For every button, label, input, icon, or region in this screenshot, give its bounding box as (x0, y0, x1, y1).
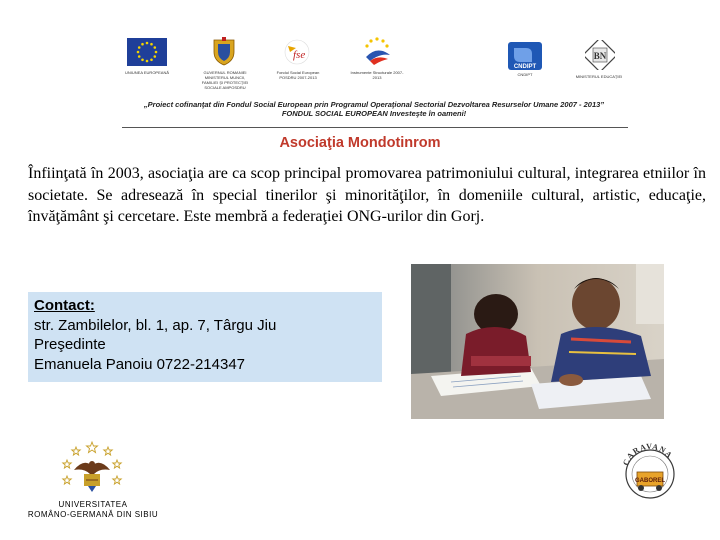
ministry-education-caption: MINISTERUL EDUCAŢIEI (575, 74, 623, 79)
svg-text:fse: fse (293, 49, 306, 61)
university-logo (60, 440, 124, 503)
fse-logo (282, 38, 312, 71)
university-line-2: ROMÂNO-GERMANĂ DIN SIBIU (27, 510, 159, 519)
cndipt-caption: CNDIPT (517, 72, 533, 77)
cndipt-label: CNDIPT (513, 64, 537, 70)
caravana-text: CARAVANA (621, 442, 675, 467)
contact-role: Preşedinte (34, 336, 106, 353)
government-crest-caption: GUVERNUL ROMANIEI MINISTERUL MUNCII, FAMILIEI ŞI PROTECŢIEI SOCIALE AMPOSDRU (201, 70, 249, 90)
classroom-photo (411, 264, 664, 419)
contact-label: Contact: (34, 297, 95, 314)
instrumente-structurale-logo (360, 35, 394, 74)
project-tagline (110, 100, 638, 118)
tagline-line-2: FONDUL SOCIAL EUROPEAN Investeşte în oameni! (281, 109, 467, 118)
government-crest-logo (212, 36, 236, 71)
university-caption (18, 500, 168, 520)
contact-box (28, 292, 382, 382)
instrumente-structurale-caption: Instrumente Structurale 2007-2013 (350, 70, 404, 80)
contact-person-phone: Emanuela Panoiu 0722-214347 (34, 355, 246, 373)
eu-flag-caption: UNIUNEA EUROPEANĂ (124, 70, 169, 75)
page-title: Asociaţia Mondotinrom (279, 135, 441, 151)
caravana-gaborel-logo (615, 442, 685, 507)
cndipt-logo (508, 42, 542, 75)
description-paragraph: Înfiinţată în 2003, asociaţia are ca scop principal promovarea patrimoniului cultural, integrarea etniilor în societate. Se adresează în special tinerilor şi minorităţilor, în domeniile cultural, artistic, educaţie, învăţământ şi cercetare. Este membră a federaţiei ONG-urilor din Gorj. (28, 165, 706, 225)
university-line-1: UNIVERSITATEA (58, 500, 128, 509)
header-divider (122, 127, 628, 128)
tagline-line-1: „Proiect cofinanţat din Fondul Social European prin Programul Operaţional Sectorial Dezvoltarea Resurselor Umane 2007 - 2013” (143, 100, 605, 109)
svg-text:BN: BN (593, 51, 607, 61)
contact-address: str. Zambilelor, bl. 1, ap. 7, Târgu Jiu (34, 316, 277, 334)
gaborel-label: GABOREL (635, 478, 665, 484)
ministry-education-crest-logo (585, 40, 615, 75)
eu-flag-logo (127, 38, 167, 71)
fse-caption: Fondul Social European POSDRU 2007-2013 (276, 70, 320, 80)
